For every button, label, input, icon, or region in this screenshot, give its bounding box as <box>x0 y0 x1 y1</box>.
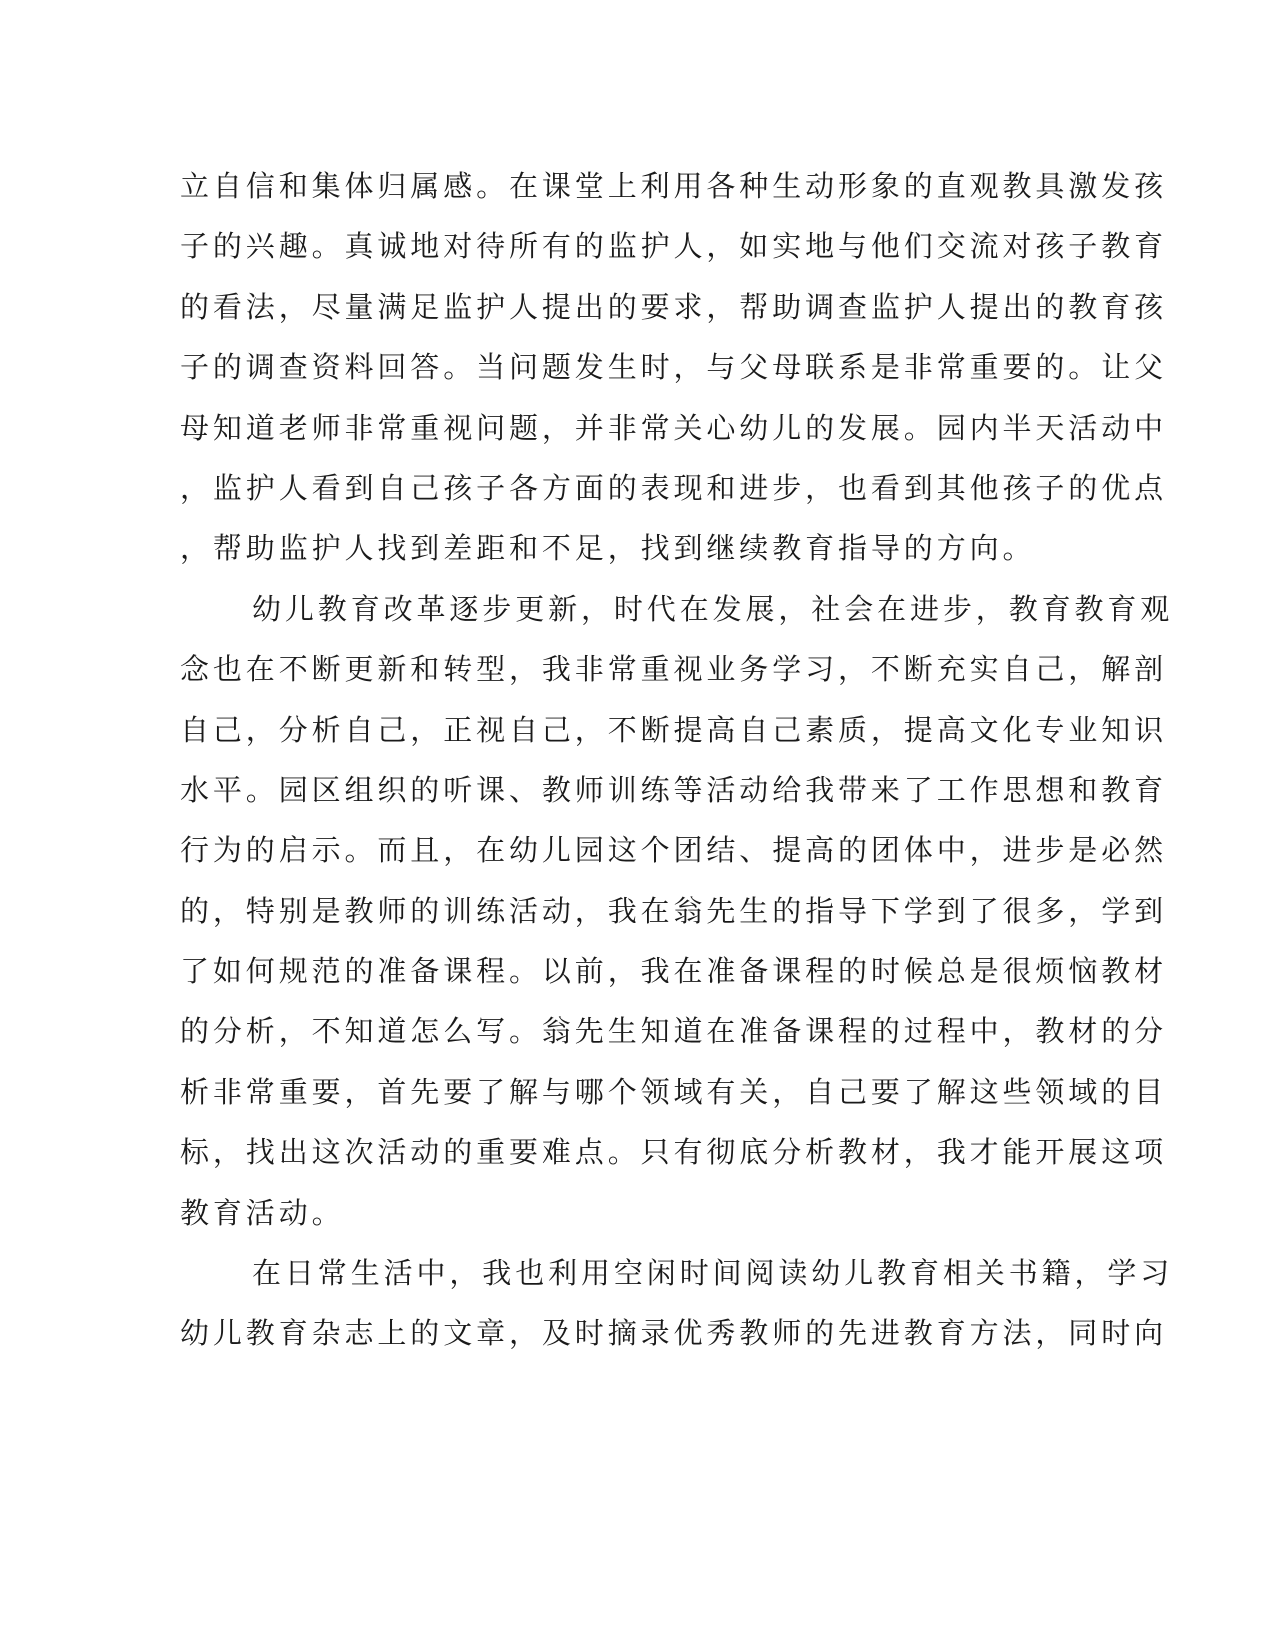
text-line: 标，找出这次活动的重要难点。只有彻底分析教材，我才能开展这项 <box>180 1135 1168 1170</box>
body-text <box>180 158 1275 1366</box>
text-line: 教育活动。 <box>180 1195 345 1230</box>
text-line: 子的兴趣。真诚地对待所有的监护人，如实地与他们交流对孩子教育 <box>180 229 1168 264</box>
text-line: 立自信和集体归属感。在课堂上利用各种生动形象的直观教具激发孩 <box>180 169 1168 203</box>
paragraph-start-line: 幼儿教育改革逐步更新，时代在发展，社会在进步，教育教育观 <box>252 591 1174 626</box>
text-line: 幼儿教育杂志上的文章，及时摘录优秀教师的先进教育方法，同时向 <box>180 1316 1168 1351</box>
text-line: 的分析，不知道怎么写。翁先生知道在准备课程的过程中，教材的分 <box>180 1014 1168 1049</box>
text-line: ，监护人看到自己孩子各方面的表现和进步，也看到其他孩子的优点 <box>180 470 1168 505</box>
text-line: 水平。园区组织的听课、教师训练等活动给我带来了工作思想和教育 <box>180 772 1168 807</box>
text-line: 行为的启示。而且，在幼儿园这个团结、提高的团体中，进步是必然 <box>180 833 1168 868</box>
text-line: 子的调查资料回答。当问题发生时，与父母联系是非常重要的。让父 <box>180 350 1168 385</box>
text-line: 析非常重要，首先要了解与哪个领域有关，自己要了解这些领域的目 <box>180 1074 1168 1109</box>
text-line: ，帮助监护人找到差距和不足，找到继续教育指导的方向。 <box>180 531 1036 566</box>
text-line: 的，特别是教师的训练活动，我在翁先生的指导下学到了很多，学到 <box>180 893 1168 928</box>
text-line: 的看法，尽量满足监护人提出的要求，帮助调查监护人提出的教育孩 <box>180 289 1168 324</box>
text-line: 自己，分析自己，正视自己，不断提高自己素质，提高文化专业知识 <box>180 712 1168 747</box>
text-line: 念也在不断更新和转型，我非常重视业务学习，不断充实自己，解剖 <box>180 652 1168 687</box>
text-line: 母知道老师非常重视问题，并非常关心幼儿的发展。园内半天活动中 <box>180 410 1168 445</box>
text-line: 了如何规范的准备课程。以前，我在准备课程的时候总是很烦恼教材 <box>180 954 1168 989</box>
paragraph-start-line: 在日常生活中，我也利用空闲时间阅读幼儿教育相关书籍，学习 <box>252 1256 1174 1291</box>
